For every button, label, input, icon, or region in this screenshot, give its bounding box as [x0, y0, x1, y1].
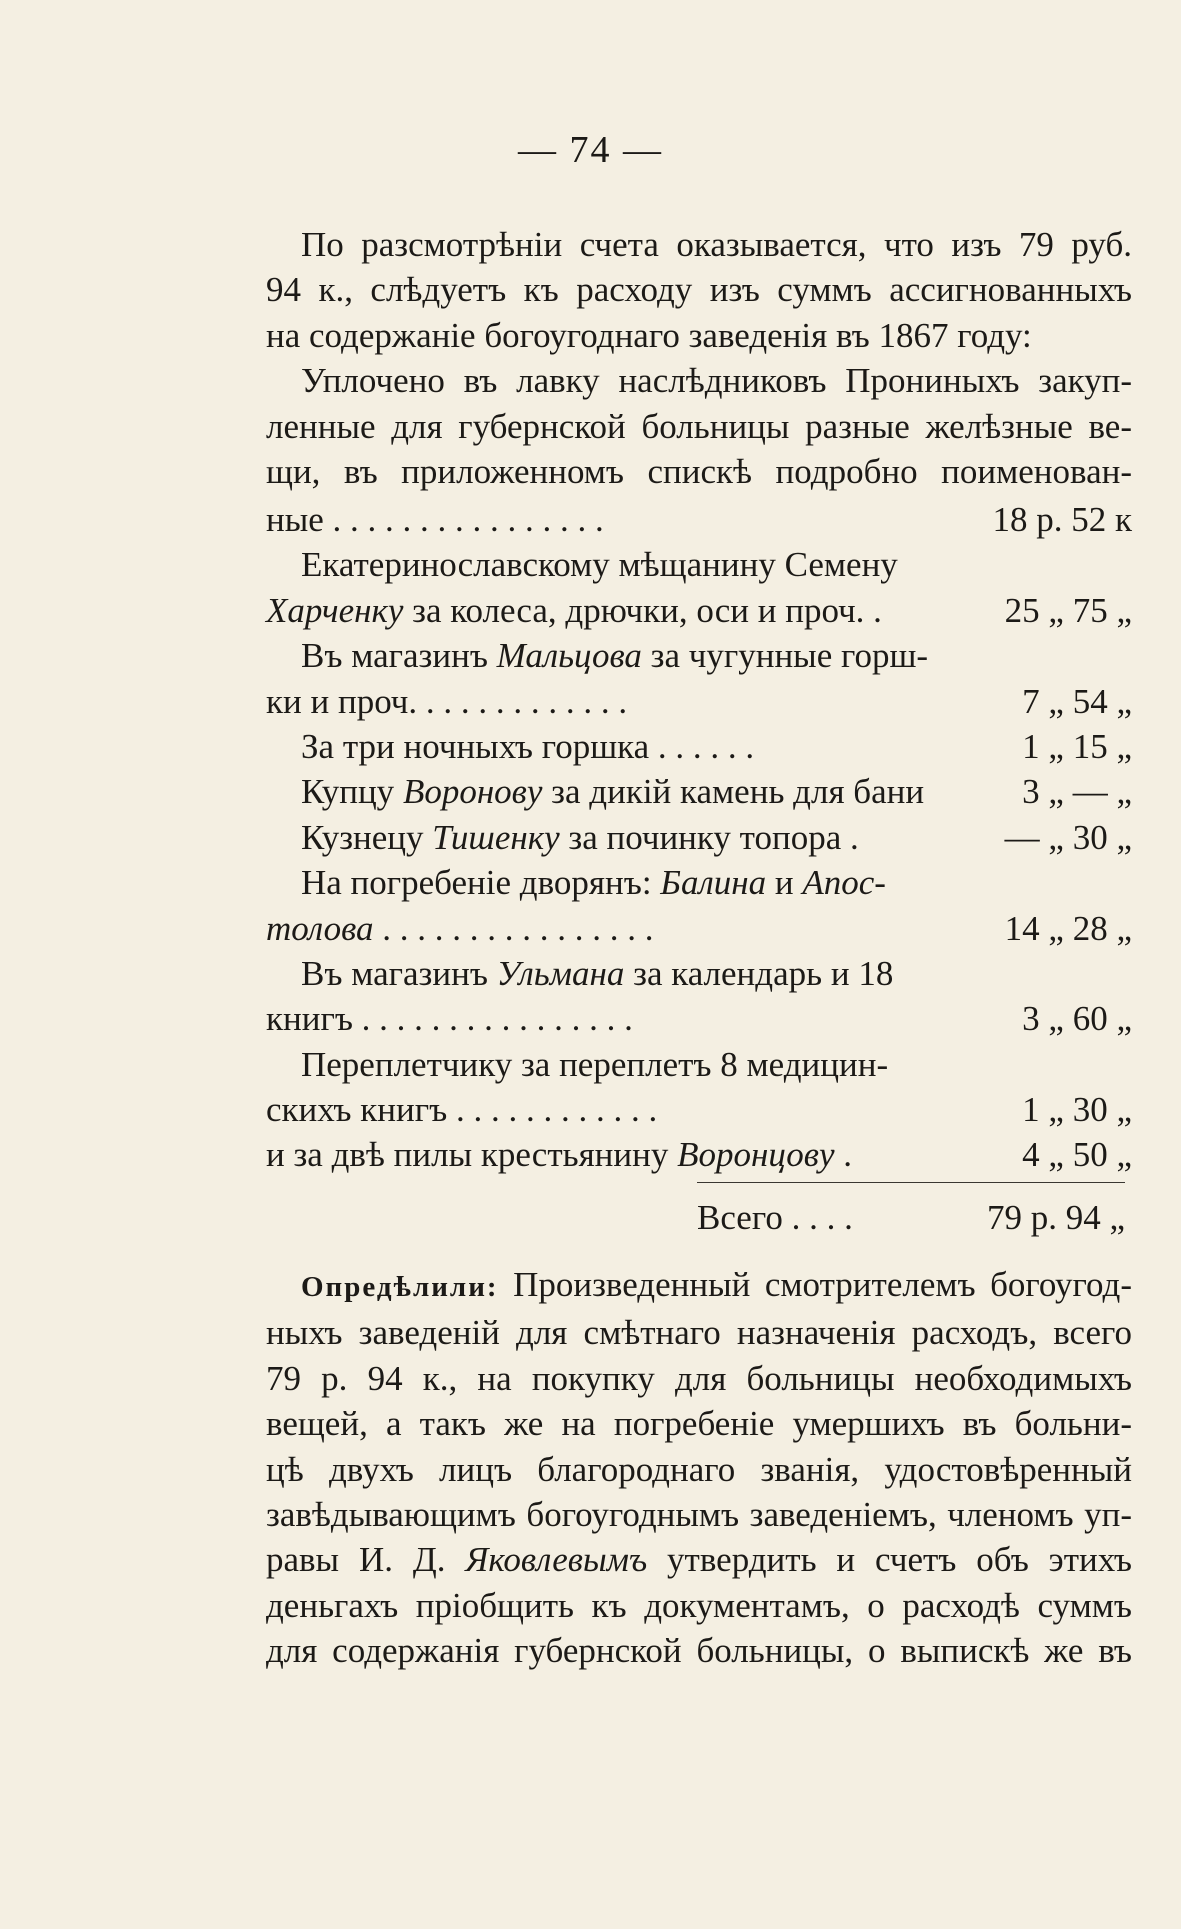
name-italic: Воронову [402, 772, 543, 812]
expense-desc: ки и проч. . . . . . . . . . . . . [266, 681, 628, 721]
expense-desc: На погребеніе дворянъ: Балина и Апос- [301, 863, 886, 903]
expense-row [266, 860, 1132, 905]
expense-amount: 25 „ 75 „ [1004, 590, 1132, 630]
name-italic: Тишенку [432, 817, 560, 857]
total-value: 79 р. 94 „ [986, 1198, 1125, 1237]
text-line: равы И. Д. Яковлевымъ утвердить и счетъ объ этихъ [266, 1540, 1132, 1580]
text-line: на содержаніе богоугоднаго заведенія въ 1867 году: [266, 315, 1032, 355]
text-line: 79 р. 94 к., на покупку для больницы необходимыхъ [266, 1358, 1132, 1398]
expense-row [266, 679, 1132, 724]
name-italic: Воронцову [677, 1135, 835, 1175]
resolution-paragraph [266, 1262, 1132, 1674]
expense-desc: Екатеринославскому мѣщанину Семену [301, 545, 898, 585]
name-italic: Яковлевымъ [465, 1540, 648, 1580]
expense-row [266, 769, 1132, 814]
text-line: для содержанія губернской больницы, о выпискѣ же въ [266, 1631, 1132, 1671]
text-line: вещей, а такъ же на погребеніе умершихъ въ больни- [266, 1404, 1132, 1444]
expense-list [266, 497, 1132, 1178]
expense-row [266, 996, 1132, 1041]
expense-desc: Харченку за колеса, дрючки, оси и проч. . [266, 590, 882, 630]
name-italic: Мальцова [496, 636, 642, 676]
expense-desc: книгъ . . . . . . . . . . . . . . . . [266, 999, 633, 1039]
expense-amount: 1 „ 15 „ [1022, 726, 1132, 766]
expense-row [266, 1132, 1132, 1177]
expense-amount: 1 „ 30 „ [1022, 1090, 1132, 1130]
expense-amount: 3 „ 60 „ [1022, 999, 1132, 1039]
text-line: ленные для губернской больницы разные желѣзные ве- [266, 406, 1132, 446]
expense-row [266, 724, 1132, 769]
expense-desc: Переплетчику за переплетъ 8 медицин- [301, 1044, 889, 1084]
expense-row [266, 497, 1132, 542]
name-italic: Харченку [266, 590, 404, 630]
expense-amount: 3 „ — „ [1022, 772, 1132, 812]
expense-row [266, 1087, 1132, 1132]
expense-amount: — „ 30 „ [1004, 817, 1132, 857]
expense-amount: 18 р. 52 к [992, 500, 1132, 539]
text-line: По разсмотрѣніи счета оказывается, что изъ 79 руб. [301, 225, 1132, 264]
name-italic: Балина [660, 863, 767, 903]
text-line: щи, въ приложенномъ спискѣ подробно поименован- [266, 452, 1132, 492]
total-rule [697, 1182, 1125, 1183]
page-number: — 74 — [518, 129, 663, 171]
text-line: завѣдывающимъ богоугоднымъ заведеніемъ, членомъ уп- [266, 1495, 1132, 1535]
name-italic: Апос- [802, 863, 886, 903]
expense-row [266, 633, 1132, 678]
expense-row [266, 588, 1132, 633]
expense-desc: скихъ книгъ . . . . . . . . . . . . [266, 1090, 658, 1130]
expense-amount: 7 „ 54 „ [1022, 681, 1132, 721]
expense-row [266, 1042, 1132, 1087]
expense-desc: Купцу Воронову за дикій камень для бани [301, 772, 925, 812]
expense-desc: и за двѣ пилы крестьянину Воронцову . [266, 1135, 853, 1175]
text-line: цѣ двухъ лицъ благороднаго званія, удостовѣренный [266, 1449, 1132, 1489]
expense-desc: ные . . . . . . . . . . . . . . . . [266, 500, 604, 539]
intro-paragraph [266, 222, 1132, 494]
expense-row [266, 542, 1132, 587]
expense-amount: 4 „ 50 „ [1022, 1135, 1132, 1175]
name-italic: толова [266, 908, 374, 948]
total-label: Всего . . . . [697, 1198, 853, 1237]
expense-desc: За три ночныхъ горшка . . . . . . [301, 726, 755, 766]
expense-row [266, 815, 1132, 860]
expense-desc: Въ магазинъ Ульмана за календарь и 18 [301, 953, 894, 993]
text-line: ныхъ заведеній для смѣтнаго назначенія расходъ, всего [266, 1313, 1132, 1353]
text-line: 94 к., слѣдуетъ къ расходу изъ суммъ ассигнованныхъ [266, 270, 1132, 310]
text-line: Опредѣлили: Произведенный смотрителемъ богоугод- [301, 1265, 1132, 1304]
text-line: Уплочено въ лавку наслѣдниковъ Прониныхъ закуп- [301, 361, 1132, 401]
resolution-lead: Опредѣлили: [301, 1271, 499, 1303]
expense-row [266, 906, 1132, 951]
expense-desc: Въ магазинъ Мальцова за чугунные горш- [301, 636, 929, 676]
expense-desc: толова . . . . . . . . . . . . . . . . [266, 908, 654, 948]
expense-desc: Кузнецу Тишенку за починку топора . [301, 817, 859, 857]
name-italic: Ульмана [496, 953, 625, 993]
expense-amount: 14 „ 28 „ [1004, 908, 1132, 948]
text-line: деньгахъ пріобщить къ документамъ, о расходѣ суммъ [266, 1585, 1132, 1625]
expense-row [266, 951, 1132, 996]
